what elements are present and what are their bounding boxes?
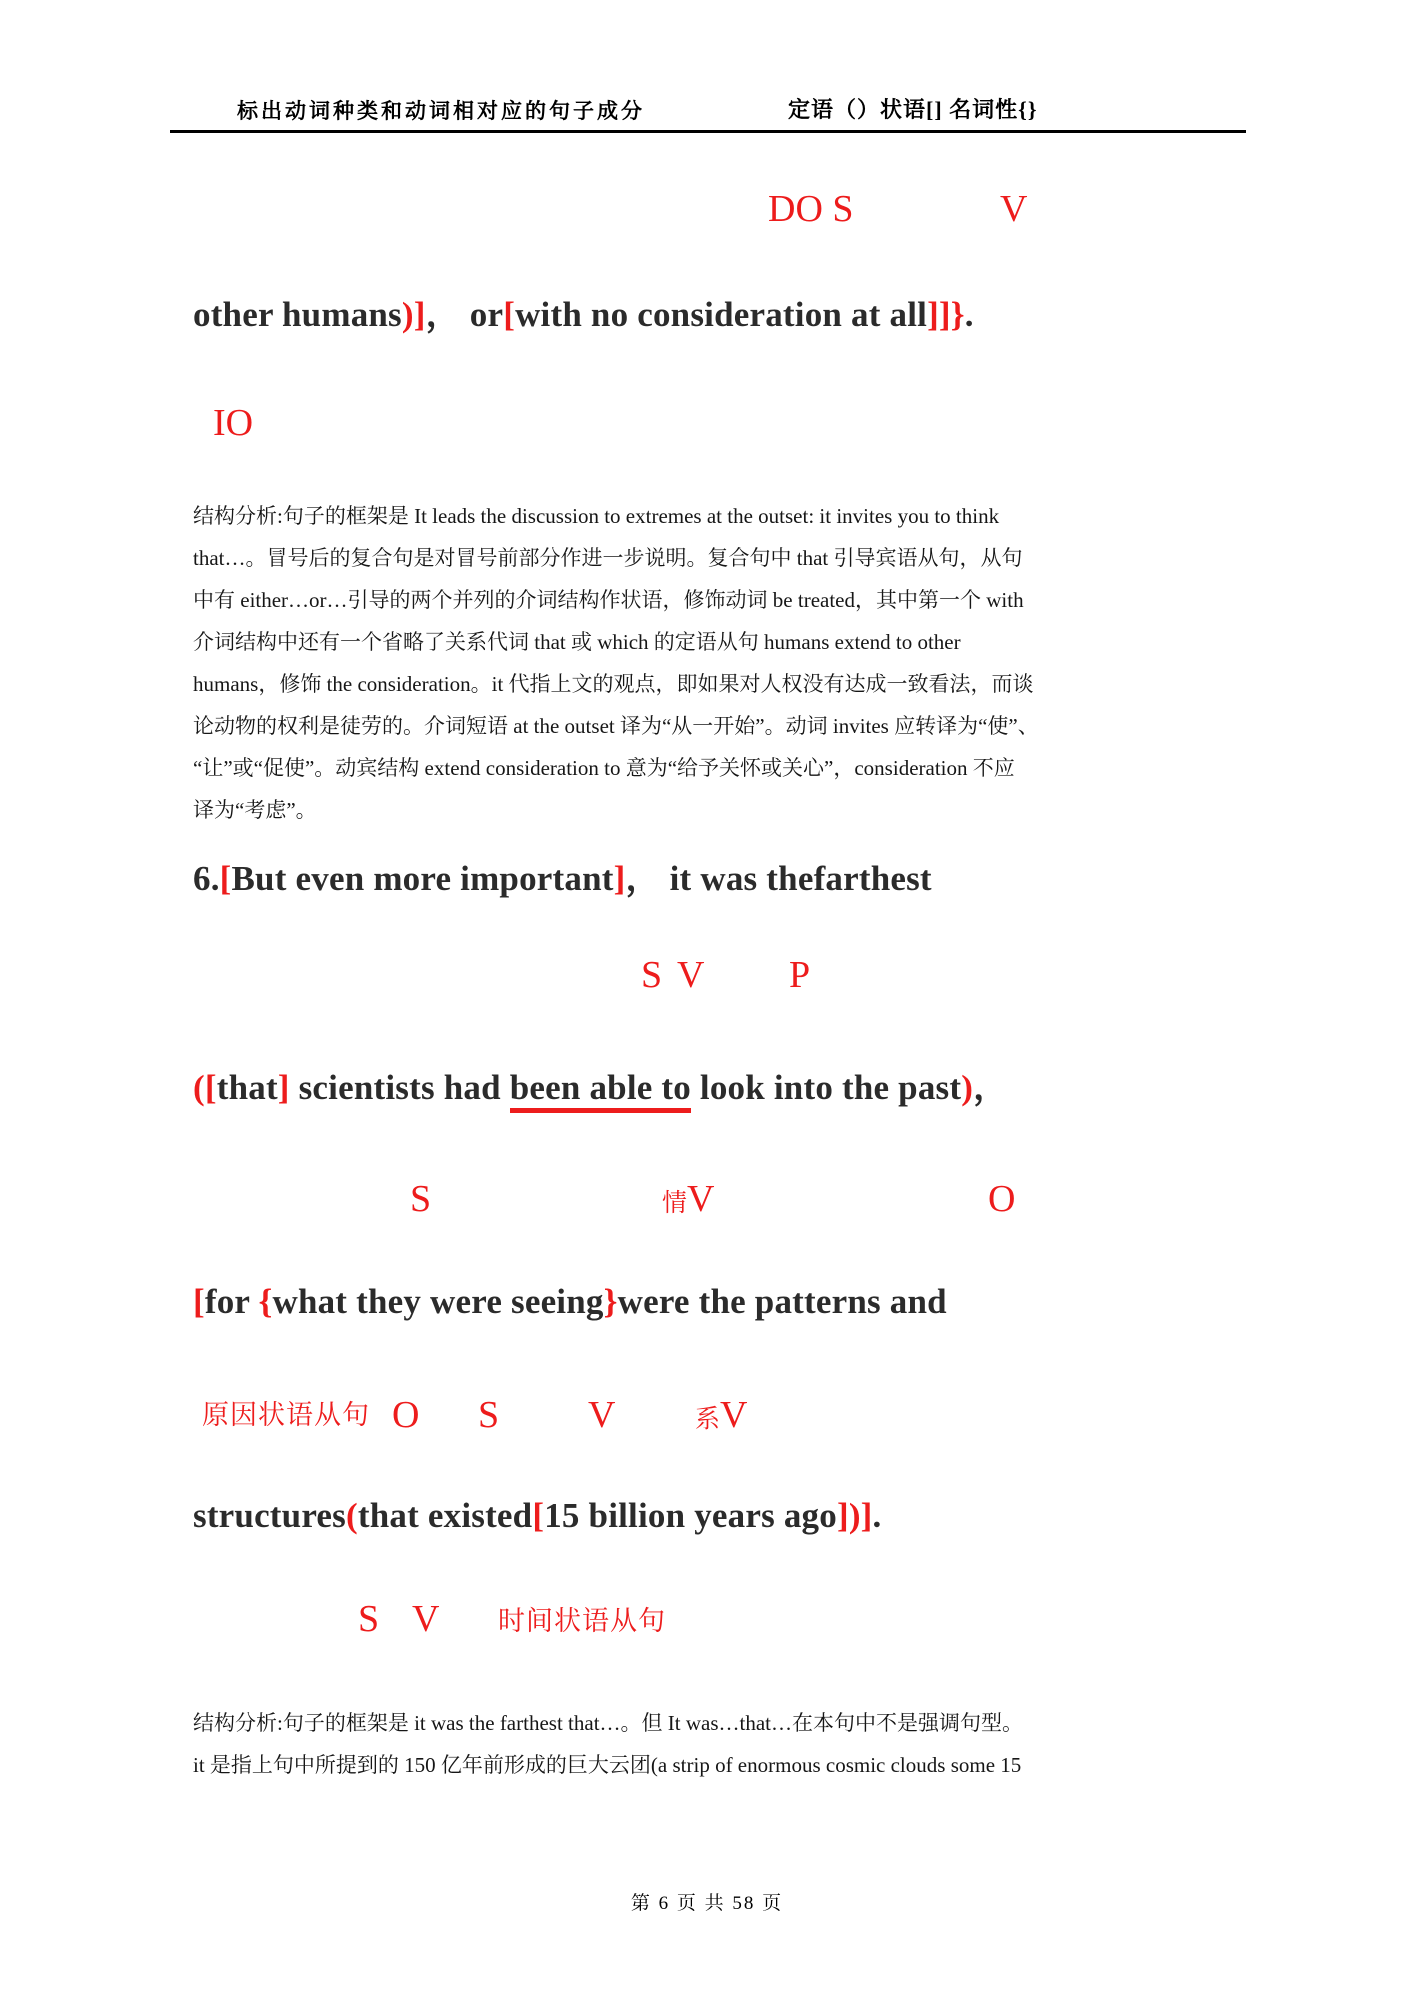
paren-red: ( <box>346 1496 358 1535</box>
sentence-text: . <box>872 1496 882 1535</box>
sentence-structures <box>193 1494 882 1538</box>
bracket-red: [ <box>532 1496 545 1535</box>
annotation-row-reason-clause <box>0 1396 1414 1444</box>
analysis-line: 介词结构中还有一个省略了关系代词 that 或 which 的定语从句 humans extend to other <box>193 630 961 654</box>
header-rule <box>170 130 1246 133</box>
label-indirect-object: IO <box>213 402 254 444</box>
sentence-text: ， it was thefarthest <box>625 859 932 898</box>
analysis-paragraph-2 <box>193 1702 1227 1786</box>
label-subject: S <box>641 954 663 996</box>
sentence-text: that existed <box>357 1496 533 1535</box>
time-adverbial-clause-label: 时间状语从句 <box>498 1606 666 1636</box>
bracket-red: [ <box>219 859 232 898</box>
header-right-legend: 定语（）状语[] 名词性{} <box>788 97 1038 122</box>
page-number-footer: 第 6 页 共 58 页 <box>630 1893 784 1914</box>
sentence-for-clause <box>193 1280 947 1324</box>
sentence-text: look into the past <box>690 1068 962 1107</box>
reason-adverbial-clause-label: 原因状语从句 <box>202 1400 370 1430</box>
sentence-text: were the patterns and <box>617 1282 947 1321</box>
label-verb: V <box>687 1178 715 1220</box>
sentence-text: ， <box>973 1068 1009 1107</box>
analysis-paragraph-1 <box>193 495 1227 831</box>
label-verb: V <box>677 954 705 996</box>
header-left-title: 标出动词种类和动词相对应的句子成分 <box>237 99 645 123</box>
bracket-red: ) <box>961 1068 974 1107</box>
label-verb: V <box>412 1598 440 1640</box>
analysis-line: 论动物的权利是徒劳的。介词短语 at the outset 译为“从一开始”。动词 invites 应转译为“使”、 <box>193 714 1039 738</box>
bracket-red: ] <box>277 1068 290 1107</box>
label-modal-verb <box>662 1180 714 1218</box>
label-verb: V <box>720 1394 748 1436</box>
label-object: O <box>988 1178 1016 1220</box>
sentence-text: But even more important <box>231 859 614 898</box>
sentence-text: . <box>964 295 974 334</box>
item-number: 6. <box>193 859 220 898</box>
sentence-text: with no consideration at all <box>515 295 928 334</box>
sentence-text: that <box>216 1068 278 1107</box>
sentence-text: for <box>204 1282 259 1321</box>
brace-red: } <box>603 1282 618 1321</box>
analysis-line: it 是指上句中所提到的 150 亿年前形成的巨大云团(a strip of enormous cosmic clouds some 15 <box>193 1753 1022 1777</box>
sentence-text: what they were seeing <box>272 1282 604 1321</box>
modal-marker: 情 <box>662 1190 688 1217</box>
annotation-row-s-modal-o <box>0 1180 1414 1228</box>
sentence-text: scientists had <box>289 1068 510 1107</box>
brace-red: { <box>258 1282 273 1321</box>
sentence-heading-6 <box>193 857 932 901</box>
label-verb: V <box>588 1394 616 1436</box>
annotation-row-do-s-v <box>0 190 1414 238</box>
label-subject: S <box>358 1598 380 1640</box>
label-object: O <box>392 1394 420 1436</box>
sentence-text: other humans <box>193 295 402 334</box>
analysis-line: 结构分析:句子的框架是 it was the farthest that…。但 It was…that…在本句中不是强调句型。 <box>193 1711 1024 1735</box>
label-verb: V <box>1000 188 1028 230</box>
sentence-that-clause <box>193 1066 1008 1110</box>
label-subject: S <box>410 1178 432 1220</box>
linking-marker: 系 <box>695 1406 721 1433</box>
annotation-row-io <box>0 404 1414 452</box>
bracket-red: ] <box>613 859 626 898</box>
label-linking-verb <box>695 1396 747 1434</box>
sentence-text: ， or <box>425 295 504 334</box>
annotation-row-sv-time <box>0 1600 1414 1648</box>
label-predicative: P <box>789 954 811 996</box>
analysis-line: 结构分析:句子的框架是 It leads the discussion to extremes at the outset: it invites you to think <box>193 504 1000 528</box>
analysis-line: 中有 either…or…引导的两个并列的介词结构作状语，修饰动词 be treated，其中第一个 with <box>193 588 1024 612</box>
sentence-text: structures <box>193 1496 346 1535</box>
sentence-continuation <box>193 293 974 337</box>
annotation-row-svp <box>0 956 1414 1004</box>
bracket-red: ])] <box>836 1496 873 1535</box>
analysis-line: 译为“考虑”。 <box>193 798 317 822</box>
bracket-red: ]]} <box>927 295 965 334</box>
bracket-red: [ <box>503 295 516 334</box>
bracket-red: ([ <box>193 1068 217 1107</box>
bracket-red: [ <box>193 1282 205 1321</box>
analysis-line: humans，修饰 the consideration。it 代指上文的观点，即如果对人权没有达成一致看法，而谈 <box>193 672 1034 696</box>
sentence-text: 15 billion years ago <box>544 1496 837 1535</box>
analysis-line: that…。冒号后的复合句是对冒号前部分作进一步说明。复合句中 that 引导宾语从句，从句 <box>193 546 1023 570</box>
label-direct-object-subject: DO S <box>768 188 854 230</box>
analysis-line: “让”或“促使”。动宾结构 extend consideration to 意为“给予关怀或关心”，consideration 不应 <box>193 756 1015 780</box>
underlined-phrase: been able to <box>510 1068 691 1113</box>
bracket-red: )] <box>401 295 426 334</box>
label-subject: S <box>478 1394 500 1436</box>
